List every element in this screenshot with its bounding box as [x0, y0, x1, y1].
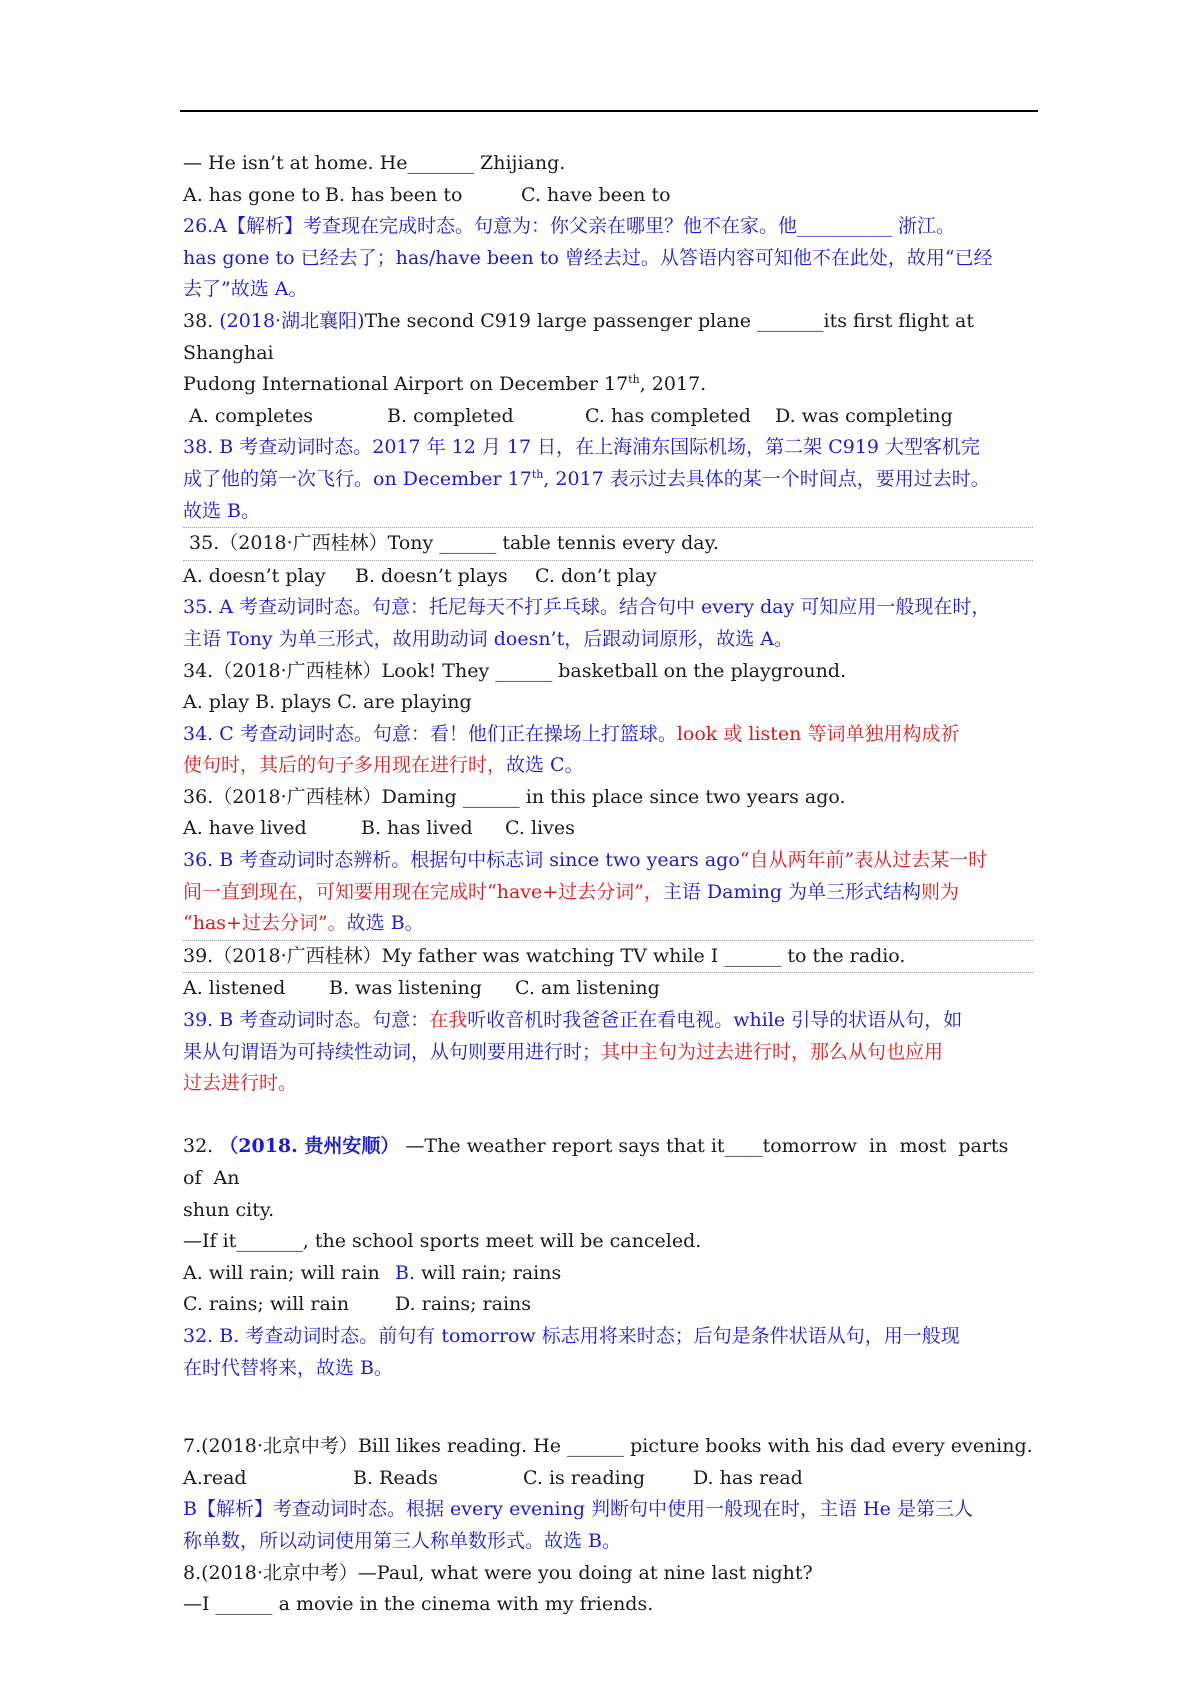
q35-option-b: B. doesn’t plays: [355, 564, 508, 587]
q36-answer-line1: [183, 845, 1033, 877]
q39-answer-text: 39. B 考查动词时态。句意：: [183, 1009, 430, 1032]
q26-option-c: C. have been to: [521, 183, 671, 206]
q38-number: 38.: [183, 309, 220, 332]
q34-options: A. play B. plays C. are playing: [183, 691, 472, 714]
q36-answer-note-tail: 则为: [921, 880, 960, 903]
q7-option-d: D. has read: [693, 1466, 803, 1489]
q38-stem-text: The second C919 large passenger plane _______its first flight at Shanghai: [183, 309, 981, 364]
q34-answer-line1: [183, 719, 1033, 751]
q36-answer-line3: [183, 908, 1033, 940]
q38-stem-year: , 2017.: [639, 373, 707, 396]
q32-options-row2: [183, 1289, 1033, 1321]
q39-stem: 39.（2018·广西桂林）My father was watching TV while I ______ to the radio.: [183, 940, 1033, 973]
q26-dialog: — He isn’t at home. He_______ Zhijiang.: [183, 152, 566, 174]
q38-superscript: th: [628, 373, 640, 387]
q36-option-a: A. have lived: [183, 817, 307, 840]
q36-option-c: C. lives: [505, 817, 575, 840]
q38-source: (2018·湖北襄阳): [219, 309, 365, 332]
q36-stem: 36.（2018·广西桂林）Daming ______ in this place since two years ago.: [183, 785, 846, 808]
q32-stem-text: —The weather report says that it____tomorrow in most parts of An: [183, 1135, 1021, 1189]
q38-options: [183, 401, 1033, 433]
q39-answer-highlight: 在我: [429, 1009, 468, 1032]
q35-option-c: C. don’t play: [535, 564, 657, 587]
header-rule: [180, 110, 1038, 112]
q7-option-b: B. Reads: [353, 1466, 438, 1489]
q38-answer-text: 成了他的第一次飞行。on December 17: [183, 467, 532, 490]
q38-option-c: C. has completed: [585, 404, 751, 427]
q7-option-a: A.read: [183, 1466, 247, 1489]
q38-answer-text-tail: , 2017 表示过去具体的某一个时间点，要用过去时。: [543, 467, 990, 490]
q38-answer-line1: 38. B 考查动词时态。2017 年 12 月 17 日，在上海浦东国际机场，第二架 C919 大型客机完: [183, 436, 981, 459]
q36-answer-subject: 主语 Daming 为单三形式结构: [662, 880, 922, 903]
q7-stem: [183, 1431, 1033, 1463]
q34-answer-note-cont: 使句时，其后的句子多用现在进行时，: [183, 754, 507, 777]
q39-options: [183, 972, 1033, 1005]
q38-option-a: A. completes: [189, 404, 314, 427]
q35-option-a: A. doesn’t play: [183, 564, 326, 587]
q7-answer-line1: B【解析】考查动词时态。根据 every evening 判断句中使用一般现在时，主语 He 是第三人: [183, 1498, 973, 1521]
q34-answer-note: look 或 listen 等词单独用构成祈: [676, 722, 960, 745]
q36-answer-choice: 故选 B。: [346, 912, 424, 935]
q26-answer-line3: 去了”故选 A。: [183, 278, 308, 301]
q32-option-a: A. will rain; will rain: [183, 1261, 380, 1284]
q38-stem-line2: [183, 369, 1033, 401]
document-body: [183, 148, 1033, 1621]
q38-answer-line3: 故选 B。: [183, 499, 261, 522]
q38-answer-superscript: th: [531, 467, 544, 481]
q26-answer-line2: has gone to 已经去了；has/have been to 曾经去过。从答语内容可知他不在此处，故用“已经: [183, 246, 993, 269]
q39-option-a: A. listened: [183, 977, 286, 1000]
q34-stem: 34.（2018·广西桂林）Look! They ______ basketball on the playground.: [183, 659, 847, 682]
q32-option-b-letter: B.: [395, 1261, 416, 1284]
q35-options: [183, 560, 1033, 593]
q32-number: 32.: [183, 1135, 220, 1158]
q35-answer-line1: 35. A 考查动词时态。句意：托尼每天不打乒乓球。结合句中 every day 可知应用一般现在时，: [183, 596, 991, 619]
q36-option-b: B. has lived: [361, 817, 473, 840]
q32-stem-line1: [183, 1131, 1033, 1194]
spacer: [183, 1384, 1033, 1431]
q39-answer-text-cont: 听收音机时我爸爸正在看电视。while 引导的状语从句，如: [467, 1009, 963, 1032]
q38-stem-date: Pudong International Airport on December 17: [183, 373, 629, 396]
q26-option-a: A. has gone to: [183, 183, 321, 206]
q39-answer-note: 其中主句为过去进行时，那么从句也应用: [601, 1040, 944, 1063]
q7-answer-line2: 称单数，所以动词使用第三人称单数形式。故选 B。: [183, 1529, 622, 1552]
q34-answer-text: 34. C 考查动词时态。句意：看！他们正在操场上打篮球。: [183, 722, 677, 745]
q32-options-row1: [183, 1258, 1033, 1290]
q39-option-b: B. was listening: [329, 977, 482, 1000]
q7-option-c: C. is reading: [523, 1466, 646, 1489]
q36-answer-note: “自从两年前”表从过去某一时: [739, 849, 988, 872]
q32-option-d: D. rains; rains: [395, 1293, 532, 1316]
q7-options: [183, 1463, 1033, 1495]
q39-answer-line1: [183, 1005, 1033, 1037]
q26-answer-line1: 26.A【解析】考查现在完成时态。句意为：你父亲在哪里？他不在家。他__________ 浙江。: [183, 215, 955, 238]
q26-options: [183, 180, 1033, 212]
q36-answer-line2: [183, 877, 1033, 909]
q36-answer-text: 36. B 考查动词时态辨析。根据句中标志词 since two years ago: [183, 849, 740, 872]
q26-option-b: B. has been to: [325, 183, 463, 206]
q7-source: 7.(2018·北京中考）: [183, 1435, 358, 1458]
q34-answer-line2: [183, 750, 1033, 782]
q32-stem-line2: shun city.: [183, 1198, 275, 1221]
q35-answer-line2: 主语 Tony 为单三形式，故用助动词 doesn’t，后跟动词原形，故选 A。: [183, 627, 793, 650]
q8-stem: 8.(2018·北京中考）—Paul, what were you doing at nine last night?: [183, 1561, 813, 1584]
q36-options: [183, 813, 1033, 845]
q39-answer-rule: 果从句谓语为可持续性动词，从句则要用进行时；: [183, 1040, 602, 1063]
q8-reply: —I ______ a movie in the cinema with my friends.: [183, 1593, 654, 1616]
q39-answer-line3: 过去进行时。: [183, 1072, 298, 1095]
spacer: [183, 1100, 1033, 1132]
q32-answer-line1: 32. B. 考查动词时态。前句有 tomorrow 标志用将来时态；后句是条件状语从句，用一般现: [183, 1324, 960, 1347]
q7-stem-text: Bill likes reading. He ______ picture books with his dad every evening.: [357, 1435, 1033, 1458]
q36-answer-note-cont: 间一直到现在，可知要用现在完成时“have+过去分词”，: [183, 880, 663, 903]
q34-answer-choice: 故选 C。: [506, 754, 584, 777]
q32-source: （2018. 贵州安顺）: [219, 1135, 400, 1158]
q39-answer-line2: [183, 1037, 1033, 1069]
q32-stem-line3: —If it_______, the school sports meet will be canceled.: [183, 1230, 702, 1253]
q35-stem: 35.（2018·广西桂林）Tony ______ table tennis every day.: [183, 527, 1033, 560]
q38-option-d: D. was completing: [775, 404, 953, 427]
q32-option-c: C. rains; will rain: [183, 1293, 350, 1316]
q39-option-c: C. am listening: [515, 977, 660, 1000]
q38-answer-line2: [183, 464, 1033, 496]
q38-stem-line1: [183, 306, 1033, 369]
q36-answer-formula: “has+过去分词”。: [183, 912, 347, 935]
q38-option-b: B. completed: [387, 404, 514, 427]
q32-answer-line2: 在时代替将来，故选 B。: [183, 1356, 394, 1379]
q32-option-b: will rain; rains: [415, 1261, 562, 1284]
